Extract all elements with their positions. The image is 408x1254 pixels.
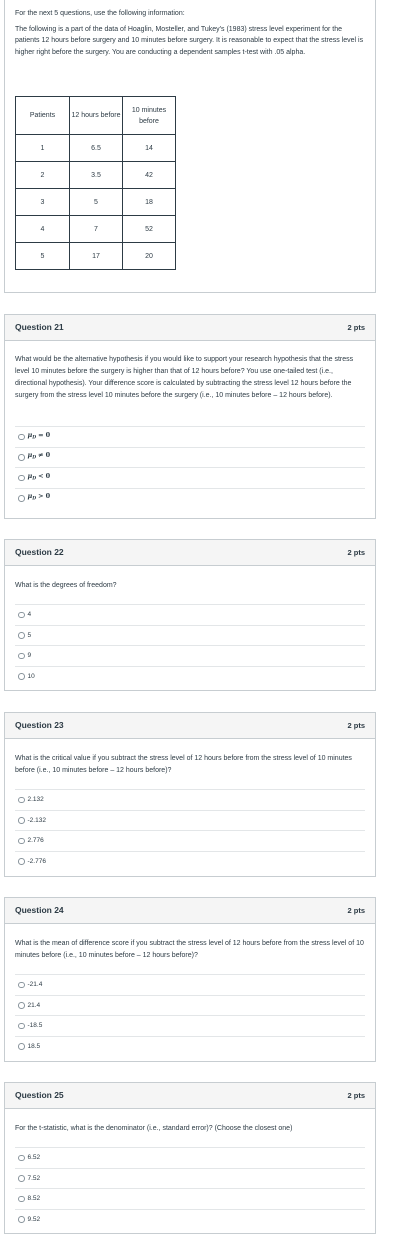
radio-button[interactable] xyxy=(18,475,25,482)
radio-button[interactable] xyxy=(18,838,25,845)
question-24-card xyxy=(4,897,376,1062)
answer-label: 5 xyxy=(27,631,32,639)
radio-button[interactable] xyxy=(18,454,25,461)
table-cell: 4 xyxy=(16,216,70,243)
table-cell: 6.5 xyxy=(70,135,123,162)
answer-option[interactable] xyxy=(15,995,365,1016)
question-23-card xyxy=(4,712,376,877)
answer-list xyxy=(15,1147,365,1229)
answer-option[interactable] xyxy=(15,830,365,851)
question-points: 2 pts xyxy=(347,1090,365,1100)
answer-label: $\mu_D > 0$ xyxy=(27,492,51,502)
radio-button[interactable] xyxy=(18,653,25,660)
question-header xyxy=(5,898,375,924)
radio-button[interactable] xyxy=(18,1155,25,1162)
table-cell: 5 xyxy=(70,189,123,216)
answer-option[interactable] xyxy=(15,666,365,687)
question-text: What is the mean of difference score if you subtract the stress level of 12 hours before from the stress level of 10 minutes before (i.e., 10 minutes before – 12 hours before)? xyxy=(15,940,364,959)
answer-option[interactable] xyxy=(15,1168,365,1189)
table-cell: 20 xyxy=(123,243,176,270)
question-text: For the t-statistic, what is the denominator (i.e., standard error)? (Choose the closest one) xyxy=(15,1125,293,1132)
question-title: Question 23 xyxy=(15,719,64,730)
answer-option[interactable] xyxy=(15,426,365,447)
table-row xyxy=(16,162,176,189)
question-header xyxy=(5,713,375,739)
table-cell: 3.5 xyxy=(70,162,123,189)
radio-button[interactable] xyxy=(18,434,25,441)
answer-label: 21.4 xyxy=(27,1001,41,1009)
stress-data-table xyxy=(15,96,176,270)
table-cell: 2 xyxy=(16,162,70,189)
question-22-card xyxy=(4,539,376,691)
answer-label: 10 xyxy=(27,672,35,680)
question-header xyxy=(5,1083,375,1109)
answer-label: -18.5 xyxy=(27,1022,43,1029)
intro-description: The following is a part of the data of Hoaglin, Mosteller, and Tukey's (1983) stress level experiment for the patients 12 hours before surgery and 10 minutes before surgery. It is reasonable to expect that the stress level is higher right before the surgery. You are conducting a dependent samples t-test with .05 alpha. xyxy=(15,25,364,56)
radio-button[interactable] xyxy=(18,673,25,680)
radio-button[interactable] xyxy=(18,1023,25,1030)
answer-list xyxy=(15,974,365,1056)
answer-option[interactable] xyxy=(15,625,365,646)
answer-list xyxy=(15,426,365,508)
answer-option[interactable] xyxy=(15,1147,365,1168)
answer-label: 2.776 xyxy=(27,837,44,844)
answer-label: $\mu_D = 0$ xyxy=(27,430,51,441)
answer-option[interactable] xyxy=(15,810,365,831)
answer-option[interactable] xyxy=(15,789,365,810)
question-points: 2 pts xyxy=(347,322,365,332)
intro-card xyxy=(4,0,376,293)
answer-option[interactable] xyxy=(15,467,365,488)
table-header: 12 hours before xyxy=(70,97,123,135)
answer-label: $\mu_D \ne 0$ xyxy=(27,451,51,461)
table-row xyxy=(16,135,176,162)
table-cell: 14 xyxy=(123,135,176,162)
question-points: 2 pts xyxy=(347,720,365,730)
table-cell: 42 xyxy=(123,162,176,189)
question-points: 2 pts xyxy=(347,547,365,557)
radio-button[interactable] xyxy=(18,1196,25,1203)
answer-label: 7.52 xyxy=(27,1174,41,1182)
radio-button[interactable] xyxy=(18,1002,25,1009)
answer-option[interactable] xyxy=(15,447,365,468)
question-text: What would be the alternative hypothesis if you would like to support your research hypothesis that the stress level 10 minutes before the surgery is higher than that of 12 hours before? You use one-tailed test (i.e., directional hypothesis). Your difference score is calculated by subtracting the stress level 12 hours before the surgery from the stress level 10 minutes before the surgery (i.e., 10 minutes before – 12 hours before). xyxy=(15,356,354,399)
answer-option[interactable] xyxy=(15,1188,365,1209)
answer-option[interactable] xyxy=(15,645,365,666)
answer-option[interactable] xyxy=(15,851,365,872)
radio-button[interactable] xyxy=(18,1216,25,1223)
question-title: Question 21 xyxy=(15,321,64,332)
question-header xyxy=(5,315,375,341)
answer-label: -21.4 xyxy=(27,981,43,988)
answer-option[interactable] xyxy=(15,604,365,625)
answer-list xyxy=(15,789,365,871)
answer-label: $\mu_D < 0$ xyxy=(27,471,51,482)
table-cell: 5 xyxy=(16,243,70,270)
answer-list xyxy=(15,604,365,686)
question-title: Question 22 xyxy=(15,546,64,557)
table-header: 10 minutes before xyxy=(123,97,176,135)
table-header-row xyxy=(16,97,176,135)
answer-label: -2.132 xyxy=(27,816,46,824)
answer-label: 2.132 xyxy=(27,796,44,803)
intro-lead: For the next 5 questions, use the following information: xyxy=(15,10,185,17)
question-21-card xyxy=(4,314,376,519)
answer-label: 8.52 xyxy=(27,1195,41,1202)
radio-button[interactable] xyxy=(18,858,25,865)
table-cell: 18 xyxy=(123,189,176,216)
answer-option[interactable] xyxy=(15,1015,365,1036)
answer-label: 18.5 xyxy=(27,1042,41,1050)
question-text: What is the degrees of freedom? xyxy=(15,582,117,589)
radio-button[interactable] xyxy=(18,1043,25,1050)
radio-button[interactable] xyxy=(18,612,25,619)
answer-label: 9.52 xyxy=(27,1215,41,1223)
table-row xyxy=(16,189,176,216)
table-cell: 3 xyxy=(16,189,70,216)
radio-button[interactable] xyxy=(18,495,25,502)
question-text: What is the critical value if you subtract the stress level of 12 hours before from the stress level of 10 minutes before (i.e., 10 minutes before – 12 hours before)? xyxy=(15,755,352,774)
table-cell: 52 xyxy=(123,216,176,243)
question-title: Question 25 xyxy=(15,1089,64,1100)
answer-label: -2.776 xyxy=(27,857,46,865)
answer-option[interactable] xyxy=(15,488,365,509)
table-cell: 17 xyxy=(70,243,123,270)
radio-button[interactable] xyxy=(18,817,25,824)
table-header: Patients xyxy=(16,97,70,135)
question-title: Question 24 xyxy=(15,904,64,915)
table-row xyxy=(16,243,176,270)
radio-button[interactable] xyxy=(18,632,25,639)
answer-option[interactable] xyxy=(15,1209,365,1230)
radio-button[interactable] xyxy=(18,797,25,804)
question-header xyxy=(5,540,375,566)
answer-label: 4 xyxy=(27,611,32,618)
answer-label: 9 xyxy=(27,652,32,659)
answer-label: 6.52 xyxy=(27,1154,41,1161)
radio-button[interactable] xyxy=(18,1175,25,1182)
table-cell: 1 xyxy=(16,135,70,162)
question-points: 2 pts xyxy=(347,905,365,915)
answer-option[interactable] xyxy=(15,974,365,995)
radio-button[interactable] xyxy=(18,982,25,989)
question-25-card xyxy=(4,1082,376,1234)
table-cell: 7 xyxy=(70,216,123,243)
answer-option[interactable] xyxy=(15,1036,365,1057)
table-row xyxy=(16,216,176,243)
